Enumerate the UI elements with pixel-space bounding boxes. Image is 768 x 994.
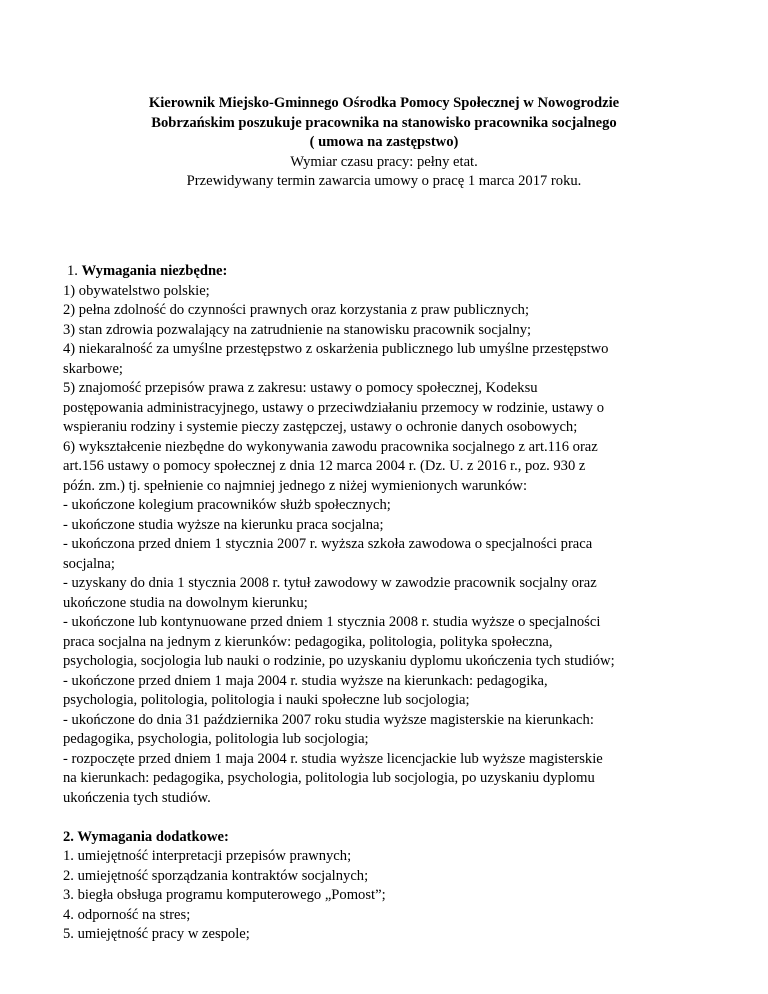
- additional-requirement-line: 1. umiejętność interpretacji przepisów prawnych;: [63, 848, 352, 864]
- worktime-line: Wymiar czasu pracy: pełny etat.: [290, 153, 478, 170]
- announcement-header: [60, 94, 708, 192]
- requirement-line: 6) wykształcenie niezbędne do wykonywania zawodu pracownika socjalnego z art.116 oraz: [63, 438, 598, 455]
- requirement-line: ukończenia tych studiów.: [63, 789, 211, 806]
- requirement-line: - ukończone kolegium pracowników służb społecznych;: [63, 497, 391, 513]
- section-1-title: Wymagania niezbędne:: [81, 263, 228, 279]
- requirement-line: - ukończona przed dniem 1 stycznia 2007 r. wyższa szkoła zawodowa o specjalności praca: [63, 536, 593, 552]
- requirement-line: psychologia, socjologia lub nauki o rodzinie, po uzyskaniu dyplomu ukończenia tych studiów;: [63, 653, 615, 669]
- requirement-line: wspieraniu rodziny i systemie pieczy zastępczej, ustawy o ochronie danych osobowych;: [63, 419, 578, 435]
- requirement-line: socjalna;: [63, 555, 115, 572]
- requirement-line: 5) znajomość przepisów prawa z zakresu: ustawy o pomocy społecznej, Kodeksu: [63, 380, 538, 396]
- section-1-number: 1.: [67, 263, 82, 279]
- requirement-line: późn. zm.) tj. spełnienie co najmniej jednego z niżej wymienionych warunków:: [63, 477, 528, 494]
- section-1-heading: [63, 262, 703, 282]
- requirement-line: postępowania administracyjnego, ustawy o przeciwdziałaniu przemocy w rodzinie, ustawy o: [63, 399, 605, 416]
- requirement-line: - rozpoczęte przed dniem 1 maja 2004 r. studia wyższe licencjackie lub wyższe magisterskie: [63, 750, 603, 767]
- title-line-2: Bobrzańskim poszukuje pracownika na stanowisko pracownika socjalnego: [151, 114, 617, 131]
- title-line-3: ( umowa na zastępstwo): [309, 134, 459, 150]
- requirement-line: - ukończone lub kontynuowane przed dniem 1 stycznia 2008 r. studia wyższe o specjalności: [63, 614, 601, 630]
- requirement-line: ukończone studia na dowolnym kierunku;: [63, 594, 308, 611]
- title-line-1: Kierownik Miejsko-Gminnego Ośrodka Pomocy Społecznej w Nowogrodzie: [148, 95, 620, 111]
- document-body: [63, 262, 703, 945]
- requirement-line: pedagogika, psychologia, politologia lub socjologia;: [63, 731, 369, 747]
- section-gap: [63, 808, 703, 828]
- requirement-line: na kierunkach: pedagogika, psychologia, politologia lub socjologia, po uzyskaniu dyplomu: [63, 770, 595, 786]
- start-date-line: Przewidywany termin zawarcia umowy o pracę 1 marca 2017 roku.: [186, 173, 582, 189]
- requirement-line: psychologia, politologia, politologia i nauki społeczne lub socjologia;: [63, 692, 470, 708]
- requirement-line: - ukończone przed dniem 1 maja 2004 r. studia wyższe na kierunkach: pedagogika,: [63, 672, 548, 689]
- requirement-line: - ukończone do dnia 31 października 2007 roku studia wyższe magisterskie na kierunkach:: [63, 711, 594, 728]
- requirement-line: skarbowe;: [63, 360, 123, 377]
- requirement-line: 2) pełna zdolność do czynności prawnych oraz korzystania z praw publicznych;: [63, 302, 530, 318]
- section-2-heading: 2. Wymagania dodatkowe:: [63, 828, 229, 845]
- additional-requirement-line: 5. umiejętność pracy w zespole;: [63, 926, 250, 942]
- requirement-line: - ukończone studia wyższe na kierunku praca socjalna;: [63, 516, 384, 533]
- requirement-line: 1) obywatelstwo polskie;: [63, 282, 210, 299]
- requirement-line: 3) stan zdrowia pozwalający na zatrudnienie na stanowisku pracownik socjalny;: [63, 321, 532, 338]
- requirement-line: praca socjalna na jednym z kierunków: pedagogika, politologia, polityka społeczna,: [63, 633, 553, 650]
- additional-requirement-line: 4. odporność na stres;: [63, 906, 191, 923]
- requirement-line: 4) niekaralność za umyślne przestępstwo z oskarżenia publicznego lub umyślne przestępstwo: [63, 341, 609, 357]
- requirement-line: art.156 ustawy o pomocy społecznej z dnia 12 marca 2004 r. (Dz. U. z 2016 r., poz. 930 z: [63, 458, 586, 474]
- additional-requirement-line: 3. biegła obsługa programu komputerowego „Pomost”;: [63, 887, 386, 903]
- requirement-line: - uzyskany do dnia 1 stycznia 2008 r. tytuł zawodowy w zawodzie pracownik socjalny oraz: [63, 575, 597, 591]
- additional-requirement-line: 2. umiejętność sporządzania kontraktów socjalnych;: [63, 867, 369, 884]
